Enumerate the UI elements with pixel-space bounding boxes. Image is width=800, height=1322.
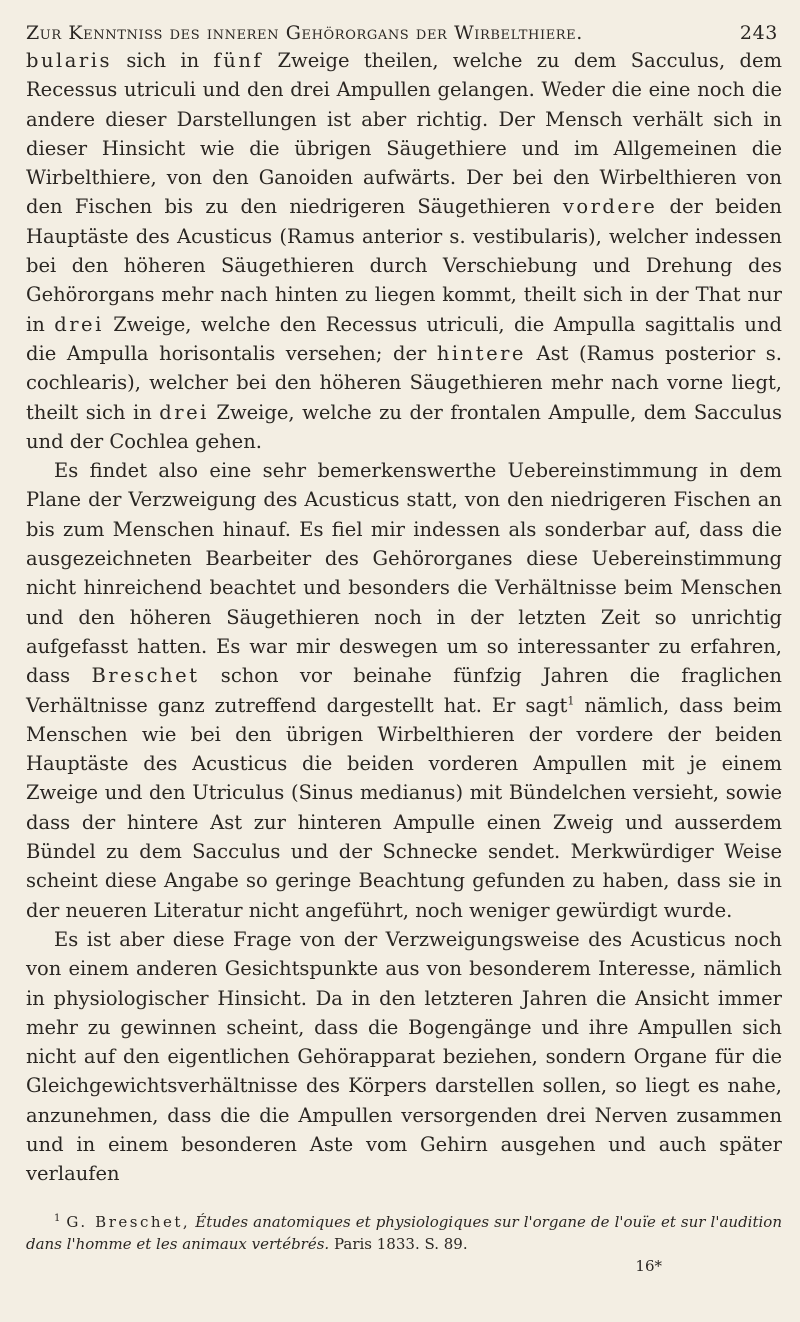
spaced-emphasis: hintere bbox=[436, 341, 526, 365]
text-run: sich in bbox=[111, 49, 214, 72]
running-head-title: Zur Kenntniss des inneren Gehörorgans der Wirbelthiere. bbox=[26, 22, 583, 44]
text-run: nämlich, dass beim Menschen wie bei den übrigen Wirbelthieren der vordere der beiden Hauptäste des Acusticus die beiden vorderen Ampullen mit je einem Zweige und den Utriculus (Sinus medianus) mit Bündelchen versieht, sowie dass der hintere Ast zur hinteren Ampulle einen Zweig und ausserdem Bündel zu dem Sacculus und der Schnecke sendet. Merkwürdiger Weise scheint diese Angabe so geringe Beachtung gefunden zu haben, dass sie in der neueren Literatur nicht angeführt, noch weniger gewürdigt wurde. bbox=[26, 693, 783, 922]
spaced-emphasis: vordere bbox=[562, 195, 658, 219]
paragraph bbox=[26, 925, 782, 1189]
text-run: Zweige, welche den Recessus utriculi, die Ampulla sagittalis und die Ampulla horisontalis versehen; der bbox=[26, 312, 782, 365]
text-run: schon vor beinahe fünfzig Jahren die fraglichen Verhältnisse ganz zutreffend dargestellt hat. Er sagt bbox=[26, 664, 782, 717]
spaced-emphasis: fünf bbox=[213, 49, 264, 72]
spaced-emphasis: bularis bbox=[26, 49, 112, 72]
footnote-marker: 1 bbox=[567, 694, 575, 708]
spaced-emphasis: Breschet bbox=[91, 664, 200, 688]
printer-signature: 16* bbox=[635, 1256, 662, 1275]
page-number: 243 bbox=[739, 22, 778, 44]
spaced-emphasis: drei bbox=[159, 400, 209, 424]
text-run: Ast (Ramus posterior s. cochlearis), welcher bei den höheren Säugethieren mehr nach vorne liegt, theilt sich in bbox=[26, 341, 782, 424]
footnote-author: G. Breschet, bbox=[66, 1212, 191, 1231]
paragraph bbox=[26, 46, 782, 456]
footnote bbox=[26, 1211, 782, 1255]
text-run: Zweige, welche zu der frontalen Ampulle, dem Sacculus und der Cochlea gehen. bbox=[26, 400, 783, 453]
running-head bbox=[26, 0, 782, 44]
paragraph bbox=[26, 456, 782, 925]
text-run: Es findet also eine sehr bemerkenswerthe Uebereinstimmung in dem Plane der Verzweigung des Acusticus statt, von den niedrigeren Fischen an bis zum Menschen hinauf. Es fiel mir indessen als sonderbar auf, dass die ausgezeichneten Bearbeiter des Gehörorganes diese Uebereinstimmung nicht hinreichend beachtet und besonders die Verhältnisse beim Menschen und den höheren Säugethieren noch in der letzten Zeit so unrichtig aufgefasst hatten. Es war mir deswegen um so interessanter zu erfahren, dass bbox=[26, 459, 782, 688]
body-text bbox=[26, 46, 782, 1189]
spaced-emphasis: drei bbox=[54, 312, 104, 336]
footnote-number: 1 bbox=[54, 1212, 61, 1224]
text-run: Es ist aber diese Frage von der Verzweigungsweise des Acusticus noch von einem anderen Gesichtspunkte aus von besonderem Interesse, nämlich in physiologischer Hinsicht. Da in den letzteren Jahren die Ansicht immer mehr zu gewinnen scheint, dass die Bogengänge und ihre Ampullen sich nicht auf den eigentlichen Gehörapparat beziehen, sondern Organe für die Gleichgewichtsverhältnisse des Körpers darstellen sollen, so liegt es nahe, anzunehmen, dass die die Ampullen versorgenden drei Nerven zusammen und in einem besonderen Aste vom Gehirn ausgehen und auch später verlaufen bbox=[26, 927, 782, 1186]
footnote-place-date: Paris 1833. S. 89. bbox=[333, 1234, 468, 1253]
text-run: der beiden Hauptäste des Acusticus (Ramus anterior s. vestibularis), welcher indessen bei den höheren Säugethieren durch Verschiebung und Drehung des Gehörorgans mehr nach hinten zu liegen kommt, theilt sich in der That nur in bbox=[26, 195, 782, 336]
footnote-work-title: Études anatomiques et physiologiques sur l'organe de l'ouïe et sur l'audition dans l'homme et les animaux vertébrés. bbox=[26, 1212, 782, 1253]
text-run: Zweige theilen, welche zu dem Sacculus, dem Recessus utriculi und den drei Ampullen gelangen. Weder die eine noch die andere dieser Darstellungen ist aber richtig. Der Mensch verhält sich in dieser Hinsicht wie die übrigen Säugethiere und im Allgemeinen die Wirbelthiere, von den Ganoiden aufwärts. Der bei den Wirbelthieren von den Fischen bis zu den niedrigeren Säugethieren bbox=[26, 49, 782, 219]
